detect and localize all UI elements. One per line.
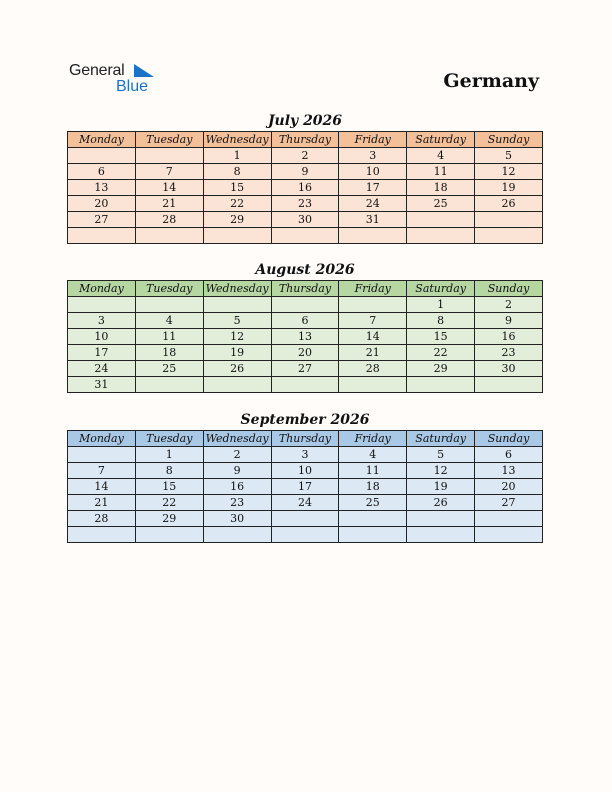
week-row	[68, 345, 543, 361]
weekday-header: Tuesday	[135, 431, 203, 447]
day-cell: 24	[68, 361, 136, 377]
day-cell: 22	[203, 196, 271, 212]
weekday-header-row	[68, 281, 543, 297]
weekday-header-row	[68, 431, 543, 447]
day-cell	[339, 511, 407, 527]
day-cell	[135, 148, 203, 164]
day-cell: 31	[68, 377, 136, 393]
day-cell	[339, 377, 407, 393]
day-cell: 3	[271, 447, 339, 463]
weekday-header: Monday	[68, 132, 136, 148]
day-cell	[475, 228, 543, 244]
month-september	[67, 410, 543, 543]
week-row	[68, 148, 543, 164]
blue-triangle-icon	[134, 64, 154, 77]
day-cell: 15	[407, 329, 475, 345]
day-cell: 6	[271, 313, 339, 329]
day-cell: 10	[339, 164, 407, 180]
day-cell: 14	[135, 180, 203, 196]
calendar-table	[67, 280, 543, 393]
day-cell: 27	[475, 495, 543, 511]
day-cell: 20	[271, 345, 339, 361]
day-cell: 5	[203, 313, 271, 329]
day-cell: 27	[68, 212, 136, 228]
day-cell: 30	[271, 212, 339, 228]
day-cell: 13	[475, 463, 543, 479]
weekday-header: Sunday	[475, 132, 543, 148]
day-cell: 21	[339, 345, 407, 361]
day-cell: 26	[203, 361, 271, 377]
day-cell: 16	[203, 479, 271, 495]
day-cell: 2	[475, 297, 543, 313]
month-august	[67, 260, 543, 393]
week-row	[68, 463, 543, 479]
day-cell: 16	[475, 329, 543, 345]
week-row	[68, 377, 543, 393]
day-cell: 2	[271, 148, 339, 164]
day-cell: 19	[407, 479, 475, 495]
day-cell: 8	[135, 463, 203, 479]
week-row	[68, 479, 543, 495]
day-cell: 11	[407, 164, 475, 180]
weekday-header: Thursday	[271, 132, 339, 148]
day-cell	[68, 148, 136, 164]
day-cell: 24	[271, 495, 339, 511]
day-cell	[339, 228, 407, 244]
day-cell	[271, 228, 339, 244]
week-row	[68, 212, 543, 228]
day-cell: 10	[68, 329, 136, 345]
day-cell: 15	[203, 180, 271, 196]
day-cell	[475, 377, 543, 393]
day-cell: 9	[203, 463, 271, 479]
day-cell	[407, 377, 475, 393]
day-cell	[407, 228, 475, 244]
day-cell: 18	[407, 180, 475, 196]
day-cell: 25	[135, 361, 203, 377]
day-cell: 22	[407, 345, 475, 361]
week-row	[68, 447, 543, 463]
day-cell: 4	[407, 148, 475, 164]
day-cell: 7	[339, 313, 407, 329]
weekday-header: Monday	[68, 431, 136, 447]
day-cell	[135, 527, 203, 543]
day-cell: 21	[135, 196, 203, 212]
day-cell: 23	[203, 495, 271, 511]
day-cell: 7	[135, 164, 203, 180]
day-cell: 11	[135, 329, 203, 345]
day-cell: 29	[407, 361, 475, 377]
day-cell	[475, 212, 543, 228]
day-cell: 9	[271, 164, 339, 180]
weekday-header: Wednesday	[203, 431, 271, 447]
weekday-header-row	[68, 132, 543, 148]
day-cell: 28	[68, 511, 136, 527]
day-cell	[271, 297, 339, 313]
day-cell: 30	[475, 361, 543, 377]
day-cell: 1	[203, 148, 271, 164]
day-cell: 28	[339, 361, 407, 377]
day-cell: 13	[68, 180, 136, 196]
day-cell: 3	[68, 313, 136, 329]
weekday-header: Saturday	[407, 431, 475, 447]
weekday-header: Tuesday	[135, 281, 203, 297]
month-title: August 2026	[255, 262, 355, 278]
day-cell	[68, 447, 136, 463]
weekday-header: Friday	[339, 281, 407, 297]
week-row	[68, 196, 543, 212]
day-cell: 17	[68, 345, 136, 361]
day-cell	[407, 212, 475, 228]
month-title: July 2026	[267, 113, 343, 129]
day-cell: 14	[339, 329, 407, 345]
day-cell: 12	[203, 329, 271, 345]
day-cell	[135, 228, 203, 244]
calendar-table	[67, 131, 543, 244]
weekday-header: Sunday	[475, 281, 543, 297]
day-cell	[271, 527, 339, 543]
day-cell: 2	[203, 447, 271, 463]
day-cell: 20	[68, 196, 136, 212]
day-cell: 4	[135, 313, 203, 329]
day-cell: 31	[339, 212, 407, 228]
day-cell	[203, 377, 271, 393]
week-row	[68, 297, 543, 313]
day-cell: 25	[407, 196, 475, 212]
week-row	[68, 511, 543, 527]
day-cell: 10	[271, 463, 339, 479]
day-cell: 26	[475, 196, 543, 212]
weekday-header: Friday	[339, 132, 407, 148]
country-title: Germany	[443, 70, 539, 92]
weekday-header: Saturday	[407, 281, 475, 297]
day-cell: 19	[203, 345, 271, 361]
day-cell	[203, 297, 271, 313]
day-cell	[339, 527, 407, 543]
day-cell: 18	[135, 345, 203, 361]
day-cell: 5	[407, 447, 475, 463]
day-cell: 19	[475, 180, 543, 196]
day-cell	[271, 377, 339, 393]
day-cell	[135, 297, 203, 313]
weekday-header: Thursday	[271, 281, 339, 297]
day-cell: 6	[475, 447, 543, 463]
day-cell: 1	[135, 447, 203, 463]
day-cell: 25	[339, 495, 407, 511]
day-cell: 12	[475, 164, 543, 180]
general-blue-logo	[69, 62, 169, 94]
day-cell: 27	[271, 361, 339, 377]
week-row	[68, 313, 543, 329]
day-cell	[203, 228, 271, 244]
day-cell: 4	[339, 447, 407, 463]
day-cell: 8	[203, 164, 271, 180]
day-cell: 23	[271, 196, 339, 212]
day-cell: 28	[135, 212, 203, 228]
day-cell	[339, 297, 407, 313]
day-cell: 22	[135, 495, 203, 511]
day-cell	[407, 511, 475, 527]
day-cell: 30	[203, 511, 271, 527]
calendar-table	[67, 430, 543, 543]
day-cell: 16	[271, 180, 339, 196]
day-cell: 15	[135, 479, 203, 495]
week-row	[68, 495, 543, 511]
logo-text-general: General	[69, 62, 125, 79]
day-cell: 17	[271, 479, 339, 495]
weekday-header: Sunday	[475, 431, 543, 447]
week-row	[68, 527, 543, 543]
day-cell	[475, 527, 543, 543]
week-row	[68, 164, 543, 180]
day-cell: 12	[407, 463, 475, 479]
week-row	[68, 228, 543, 244]
week-row	[68, 361, 543, 377]
weekday-header: Wednesday	[203, 281, 271, 297]
day-cell: 14	[68, 479, 136, 495]
day-cell: 1	[407, 297, 475, 313]
day-cell	[68, 228, 136, 244]
day-cell: 6	[68, 164, 136, 180]
day-cell: 24	[339, 196, 407, 212]
weekday-header: Thursday	[271, 431, 339, 447]
day-cell	[203, 527, 271, 543]
day-cell: 7	[68, 463, 136, 479]
weekday-header: Tuesday	[135, 132, 203, 148]
weekday-header: Saturday	[407, 132, 475, 148]
weekday-header: Friday	[339, 431, 407, 447]
day-cell: 17	[339, 180, 407, 196]
week-row	[68, 329, 543, 345]
day-cell: 26	[407, 495, 475, 511]
day-cell: 11	[339, 463, 407, 479]
day-cell	[271, 511, 339, 527]
day-cell: 5	[475, 148, 543, 164]
day-cell	[68, 297, 136, 313]
day-cell	[407, 527, 475, 543]
day-cell	[135, 377, 203, 393]
day-cell: 8	[407, 313, 475, 329]
weekday-header: Monday	[68, 281, 136, 297]
month-july	[67, 111, 543, 244]
day-cell: 21	[68, 495, 136, 511]
day-cell: 9	[475, 313, 543, 329]
weekday-header: Wednesday	[203, 132, 271, 148]
day-cell: 13	[271, 329, 339, 345]
day-cell: 20	[475, 479, 543, 495]
day-cell: 23	[475, 345, 543, 361]
week-row	[68, 180, 543, 196]
day-cell	[475, 511, 543, 527]
day-cell: 29	[135, 511, 203, 527]
day-cell: 18	[339, 479, 407, 495]
logo-text-blue: Blue	[116, 78, 149, 95]
day-cell: 3	[339, 148, 407, 164]
day-cell: 29	[203, 212, 271, 228]
month-title: September 2026	[240, 412, 370, 428]
day-cell	[68, 527, 136, 543]
